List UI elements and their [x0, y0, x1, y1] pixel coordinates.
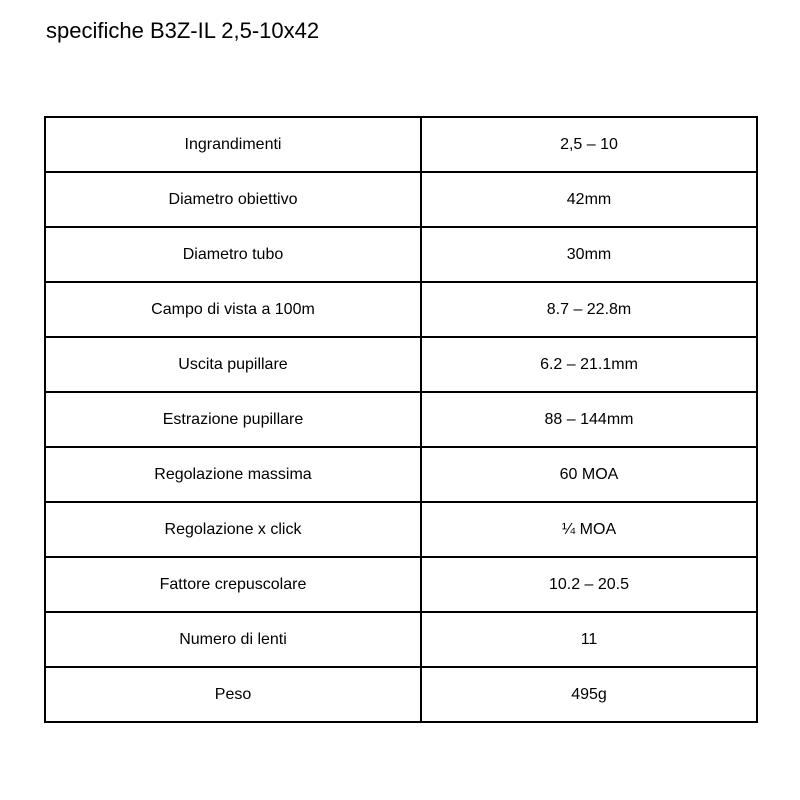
spec-label: Estrazione pupillare [45, 392, 421, 447]
spec-value: 11 [421, 612, 757, 667]
table-row [45, 502, 757, 557]
spec-value: 42mm [421, 172, 757, 227]
table-row [45, 172, 757, 227]
spec-label: Uscita pupillare [45, 337, 421, 392]
spec-value: 6.2 – 21.1mm [421, 337, 757, 392]
spec-value: ¼ MOA [421, 502, 757, 557]
spec-table [44, 116, 758, 723]
spec-value: 2,5 – 10 [421, 117, 757, 172]
spec-label: Diametro obiettivo [45, 172, 421, 227]
table-row [45, 337, 757, 392]
table-row [45, 667, 757, 722]
spec-value: 10.2 – 20.5 [421, 557, 757, 612]
page-title: specifiche B3Z-IL 2,5-10x42 [46, 18, 320, 43]
spec-value: 495g [421, 667, 757, 722]
table-row [45, 227, 757, 282]
spec-label: Regolazione x click [45, 502, 421, 557]
spec-value: 88 – 144mm [421, 392, 757, 447]
table-row [45, 447, 757, 502]
spec-label: Regolazione massima [45, 447, 421, 502]
table-row [45, 392, 757, 447]
spec-label: Numero di lenti [45, 612, 421, 667]
spec-value: 30mm [421, 227, 757, 282]
spec-label: Fattore crepuscolare [45, 557, 421, 612]
spec-value: 60 MOA [421, 447, 757, 502]
spec-label: Ingrandimenti [45, 117, 421, 172]
table-row [45, 282, 757, 337]
spec-value: 8.7 – 22.8m [421, 282, 757, 337]
spec-label: Peso [45, 667, 421, 722]
table-row [45, 612, 757, 667]
spec-label: Diametro tubo [45, 227, 421, 282]
table-row [45, 117, 757, 172]
table-row [45, 557, 757, 612]
spec-label: Campo di vista a 100m [45, 282, 421, 337]
